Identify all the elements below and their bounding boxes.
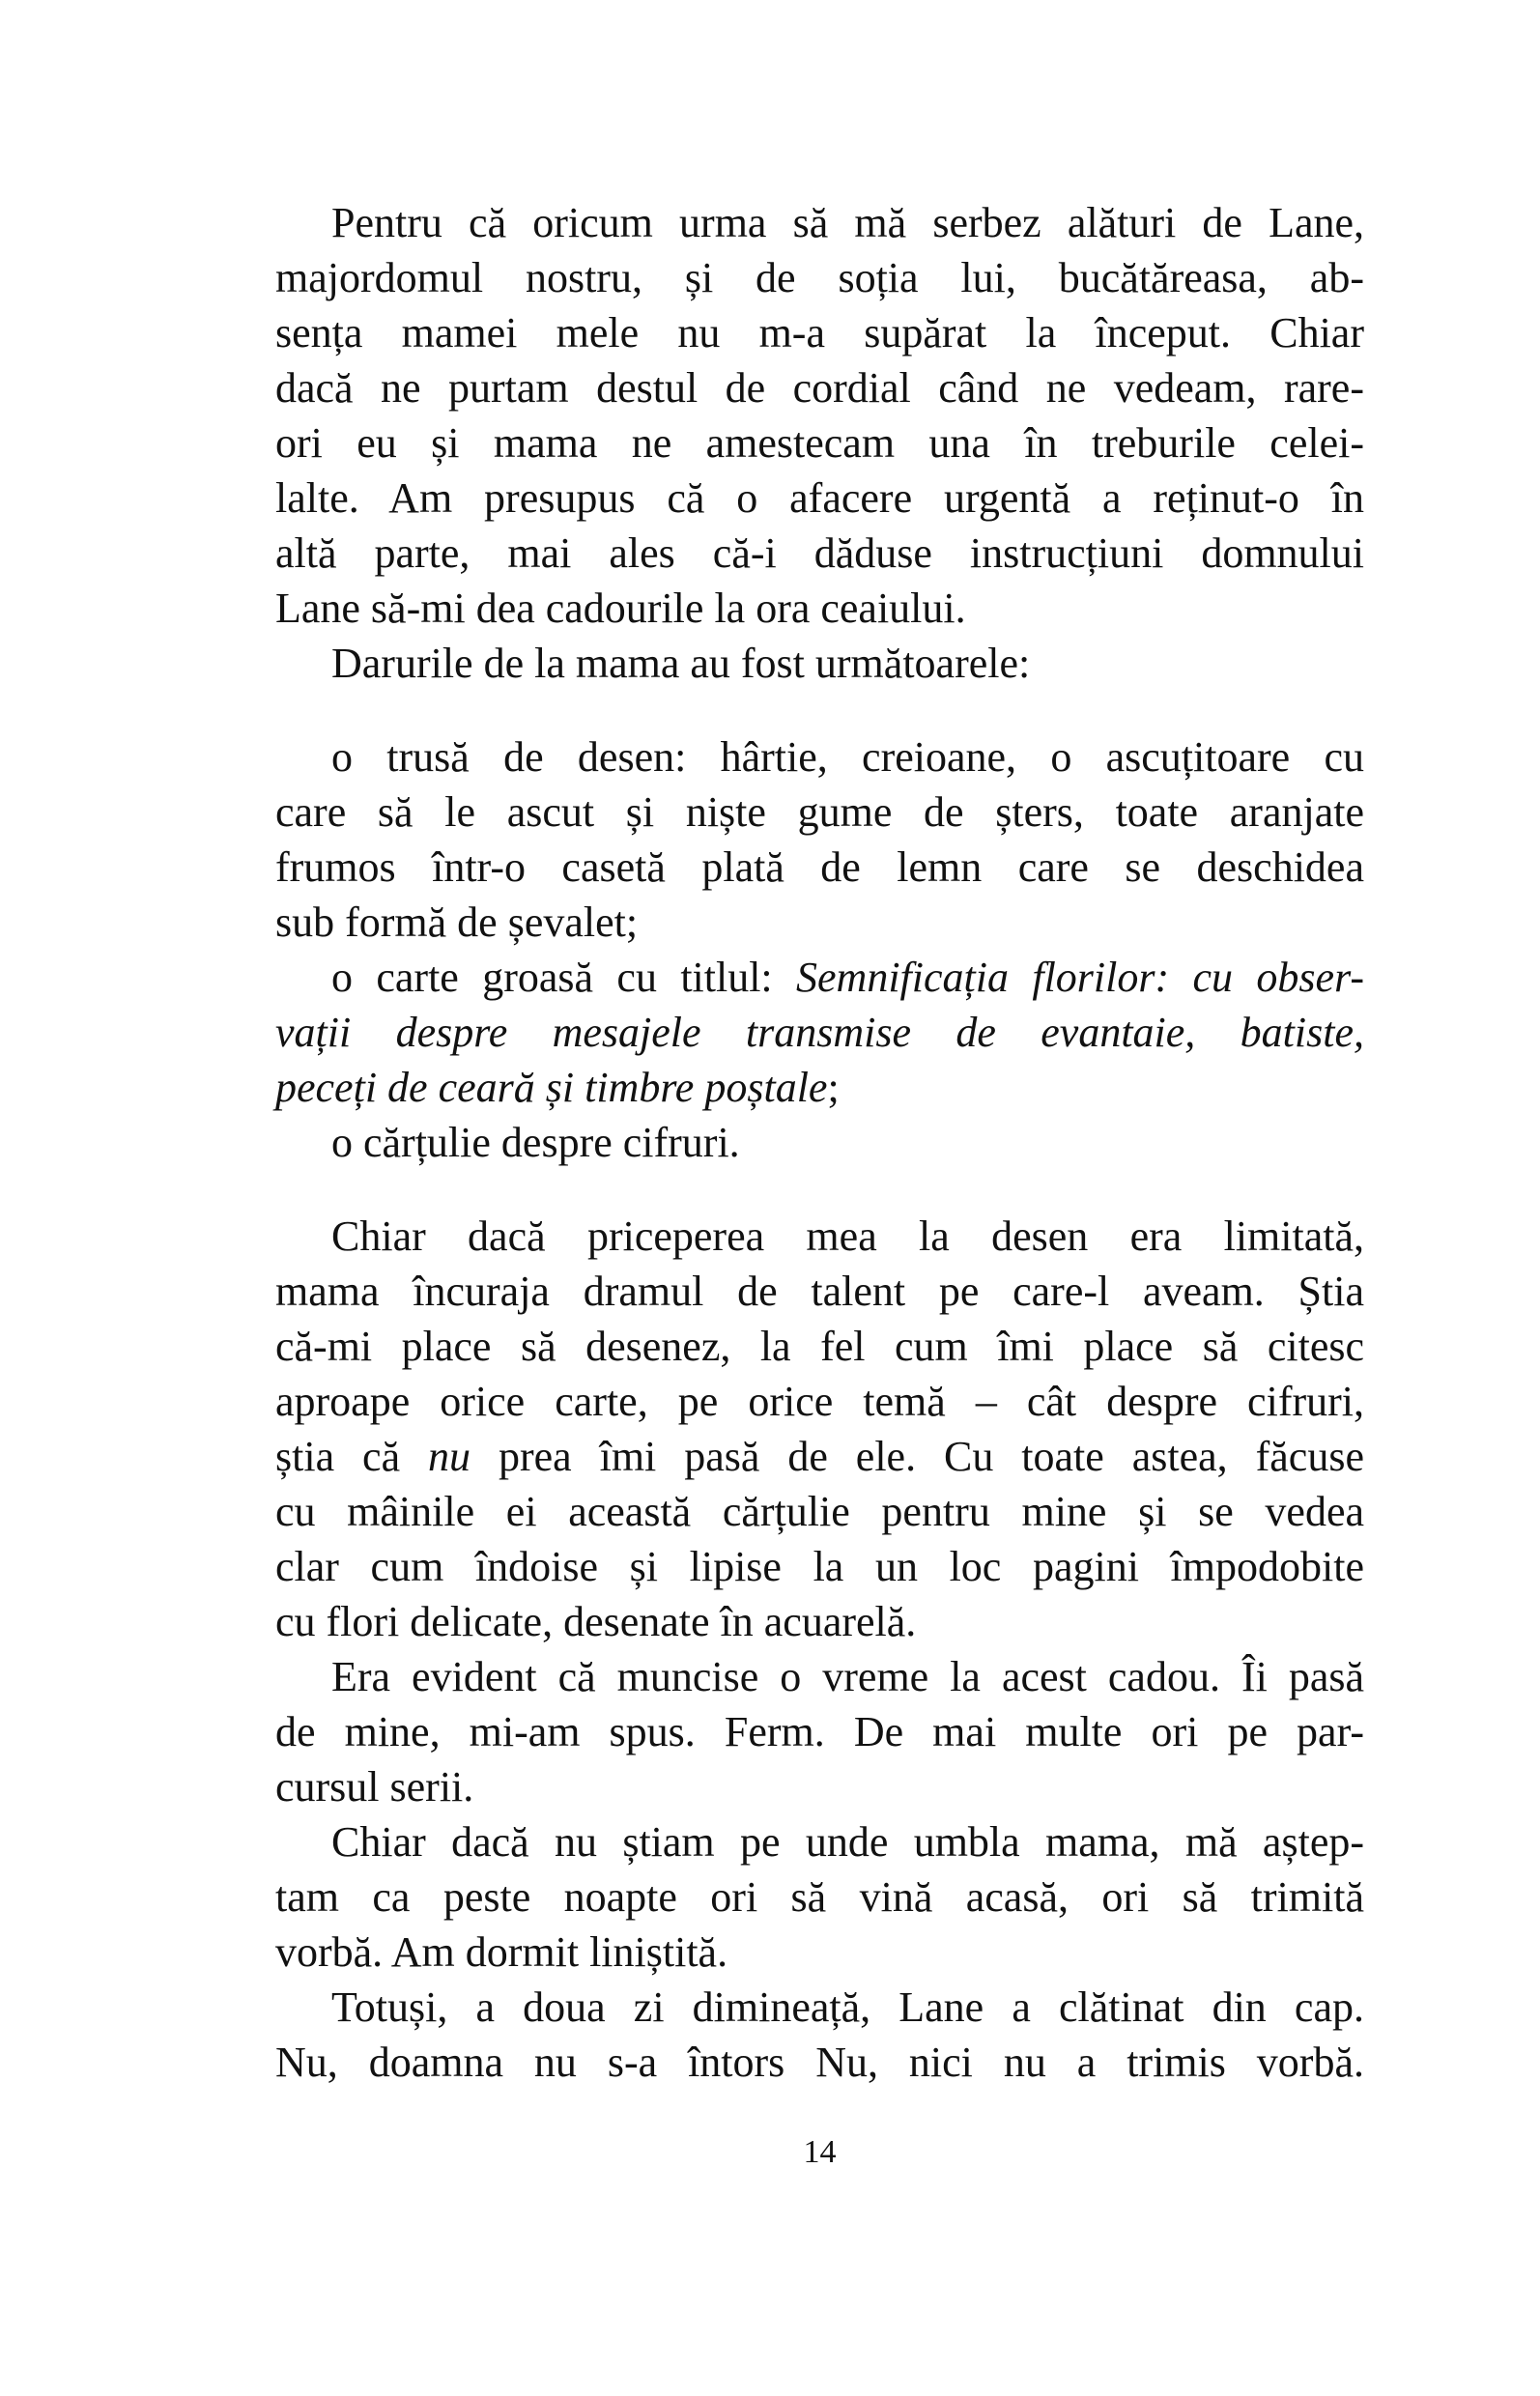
text-line: cu mâinile ei această cărțulie pentru mine și se vedea <box>275 1488 1364 1535</box>
book-title-italic: vații despre mesajele transmise de evantaie, batiste, <box>275 1009 1364 1056</box>
text-line: Pentru că oricum urma să mă serbez alături de Lane, <box>331 199 1364 246</box>
text-line: de mine, mi-am spus. Ferm. De mai multe ori pe par- <box>275 1708 1364 1755</box>
paragraph-3 <box>275 1209 1364 1649</box>
text-column <box>275 195 1364 2090</box>
paragraph-1 <box>275 195 1364 636</box>
text-run: prea îmi pasă de ele. Cu toate astea, făcuse <box>471 1433 1364 1480</box>
text-line: vorbă. Am dormit liniștită. <box>275 1928 728 1976</box>
page-number: 14 <box>803 2134 837 2170</box>
text-line: cu flori delicate, desenate în acuarelă. <box>275 1598 917 1645</box>
gift-item-drawing-kit <box>275 729 1364 950</box>
gift-item-cipher-booklet <box>275 1115 1364 1170</box>
text-line: ori eu și mama ne amestecam una în treburile celei- <box>275 419 1364 467</box>
text-line: Era evident că muncise o vreme la acest cadou. Îi pasă <box>331 1653 1364 1700</box>
emphasis-italic: nu <box>428 1433 471 1480</box>
gift-item-flower-book <box>275 950 1364 1115</box>
text-line: Chiar dacă priceperea mea la desen era limitată, <box>331 1212 1364 1260</box>
text-line: Nu, doamna nu s-a întors Nu, nici nu a trimis vorbă. <box>275 2039 1364 2086</box>
paragraph-5 <box>275 1814 1364 1980</box>
text-line: o cărțulie despre cifruri. <box>331 1119 740 1166</box>
text-line: aproape orice carte, pe orice temă – cât despre cifruri, <box>275 1378 1364 1425</box>
paragraph-2 <box>275 636 1364 691</box>
text-line: majordomul nostru, și de soția lui, bucătăreasa, ab- <box>275 254 1364 301</box>
text-line: Darurile de la mama au fost următoarele: <box>331 640 1031 687</box>
text-line: sub formă de șevalet; <box>275 898 639 946</box>
text-line: cursul serii. <box>275 1763 474 1811</box>
book-title-italic: Semnificația florilor: cu obser- <box>796 954 1364 1001</box>
text-line: Totuși, a doua zi dimineață, Lane a clătinat din cap. <box>331 1983 1364 2031</box>
text-line: altă parte, mai ales că-i dăduse instrucțiuni domnului <box>275 529 1364 577</box>
text-line <box>275 950 1364 1005</box>
text-line: frumos într-o casetă plată de lemn care se deschidea <box>275 843 1364 891</box>
spacer <box>275 1170 1364 1209</box>
text-line: lalte. Am presupus că o afacere urgentă a reținut-o în <box>275 474 1364 522</box>
text-line <box>275 1060 1364 1115</box>
spacer <box>275 691 1364 729</box>
text-line: clar cum îndoise și lipise la un loc pagini împodobite <box>275 1543 1364 1590</box>
text-line <box>275 1429 1364 1484</box>
text-run: știa că <box>275 1433 429 1480</box>
text-line: sența mamei mele nu m-a supărat la început. Chiar <box>275 309 1364 357</box>
text-run: ; <box>827 1064 840 1111</box>
text-line: o trusă de desen: hârtie, creioane, o ascuțitoare cu <box>331 733 1364 781</box>
text-line: Lane să-mi dea cadourile la ora ceaiului. <box>275 585 966 632</box>
text-line: tam ca peste noapte ori să vină acasă, ori să trimită <box>275 1873 1364 1921</box>
text-run: o carte groasă cu titlul: <box>331 954 797 1001</box>
text-line: Chiar dacă nu știam pe unde umbla mama, mă aștep- <box>331 1818 1364 1866</box>
paragraph-6 <box>275 1980 1364 2090</box>
book-title-italic: peceți de ceară și timbre poștale <box>275 1064 828 1111</box>
text-line: care să le ascut și niște gume de șters, toate aranjate <box>275 788 1364 836</box>
text-line: că-mi place să desenez, la fel cum îmi place să citesc <box>275 1323 1364 1370</box>
text-line: dacă ne purtam destul de cordial când ne vedeam, rare- <box>275 364 1364 412</box>
gift-list <box>275 729 1364 1170</box>
paragraph-4 <box>275 1649 1364 1814</box>
text-line: mama încuraja dramul de talent pe care-l aveam. Știa <box>275 1268 1364 1315</box>
